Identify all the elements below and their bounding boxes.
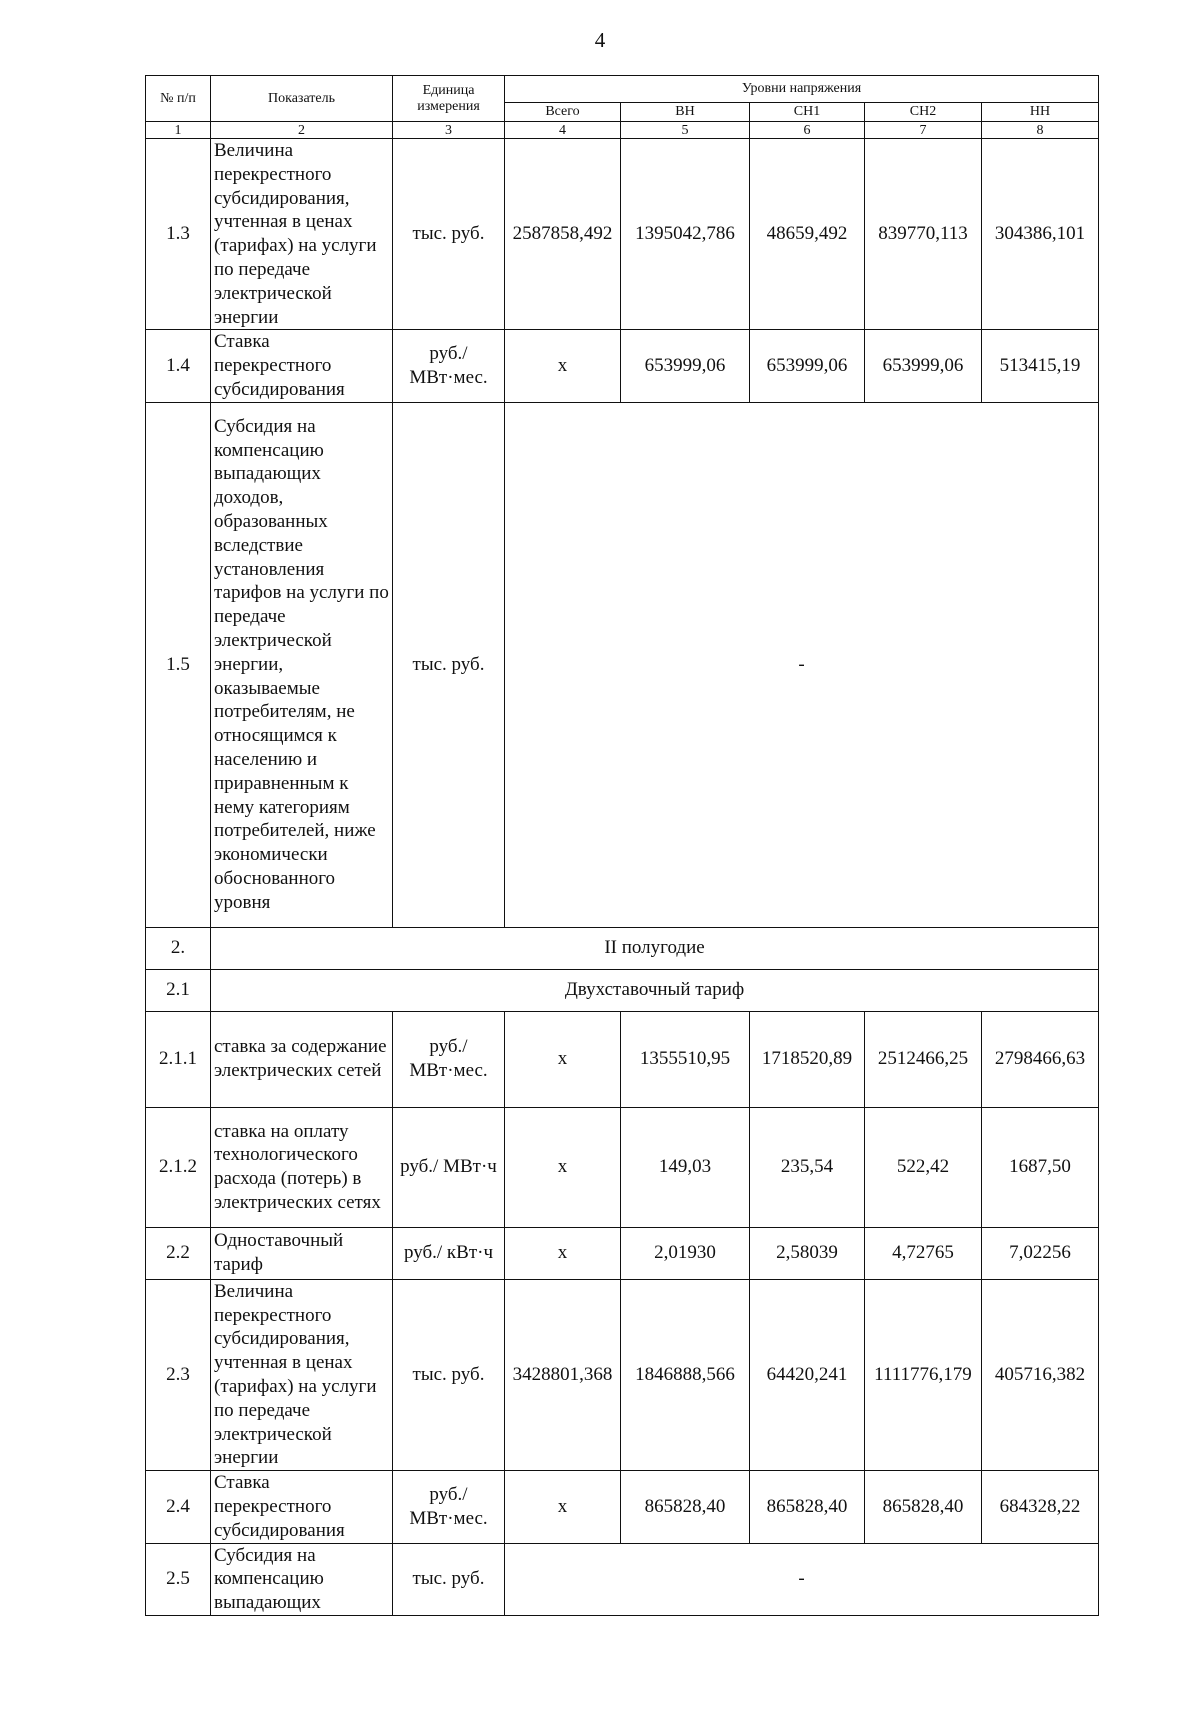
row-indicator: Ставка перекрестного субсидирования <box>211 330 393 402</box>
header-level: ВН <box>621 103 750 122</box>
merged-value-cell: - <box>505 1543 1099 1615</box>
column-number: 3 <box>393 122 505 139</box>
header-level: СН1 <box>750 103 865 122</box>
value-cell: 865828,40 <box>750 1471 865 1543</box>
value-cell: х <box>505 330 621 402</box>
row-indicator: Субсидия на компенсацию выпадающих доходов, образованных вследствие установления тарифов на услуги по передаче электрической энергии, оказываемые потребителям, не относящимся к населению и приравненным к нему категориям потребителей, ниже экономически обоснованного уровня <box>211 402 393 927</box>
column-number: 5 <box>621 122 750 139</box>
value-cell: 1718520,89 <box>750 1011 865 1107</box>
table-row <box>146 402 1099 927</box>
row-number: 1.3 <box>146 139 211 330</box>
header-no: № п/п <box>146 76 211 122</box>
row-unit: тыс. руб. <box>393 1279 505 1470</box>
value-cell: 2,01930 <box>621 1227 750 1279</box>
column-number: 2 <box>211 122 393 139</box>
column-number: 8 <box>982 122 1099 139</box>
column-number: 4 <box>505 122 621 139</box>
table-row <box>146 1107 1099 1227</box>
header-indicator: Показатель <box>211 76 393 122</box>
row-number: 1.4 <box>146 330 211 402</box>
value-cell: 304386,101 <box>982 139 1099 330</box>
value-cell: 839770,113 <box>865 139 982 330</box>
row-unit: руб./ МВт·мес. <box>393 330 505 402</box>
row-number: 2.5 <box>146 1543 211 1615</box>
value-cell: 48659,492 <box>750 139 865 330</box>
value-cell: 653999,06 <box>621 330 750 402</box>
value-cell: 1395042,786 <box>621 139 750 330</box>
header-level: Всего <box>505 103 621 122</box>
row-number: 2.3 <box>146 1279 211 1470</box>
row-indicator: ставка за содержание электрических сетей <box>211 1011 393 1107</box>
value-cell: 2798466,63 <box>982 1011 1099 1107</box>
row-number: 2.2 <box>146 1227 211 1279</box>
row-unit: тыс. руб. <box>393 139 505 330</box>
value-cell: 522,42 <box>865 1107 982 1227</box>
value-cell: 684328,22 <box>982 1471 1099 1543</box>
tariff-table <box>145 75 1099 1616</box>
value-cell: х <box>505 1227 621 1279</box>
value-cell: х <box>505 1011 621 1107</box>
row-indicator: Одноставочный тариф <box>211 1227 393 1279</box>
row-unit: тыс. руб. <box>393 1543 505 1615</box>
value-cell: 405716,382 <box>982 1279 1099 1470</box>
value-cell: 653999,06 <box>750 330 865 402</box>
header-unit: Единица измерения <box>393 76 505 122</box>
header-level: СН2 <box>865 103 982 122</box>
header-row-top <box>146 76 1099 103</box>
section-row <box>146 927 1099 969</box>
column-numbers-row <box>146 122 1099 139</box>
value-cell: 865828,40 <box>865 1471 982 1543</box>
row-unit: руб./ МВт·мес. <box>393 1011 505 1107</box>
row-indicator: Субсидия на компенсацию выпадающих <box>211 1543 393 1615</box>
value-cell: 513415,19 <box>982 330 1099 402</box>
row-number: 2.1.2 <box>146 1107 211 1227</box>
column-number: 7 <box>865 122 982 139</box>
table-row <box>146 1011 1099 1107</box>
value-cell: 4,72765 <box>865 1227 982 1279</box>
column-number: 6 <box>750 122 865 139</box>
table-row <box>146 1543 1099 1615</box>
row-number: 2.4 <box>146 1471 211 1543</box>
value-cell: 7,02256 <box>982 1227 1099 1279</box>
table-row <box>146 1279 1099 1470</box>
value-cell: 1687,50 <box>982 1107 1099 1227</box>
section-row <box>146 969 1099 1011</box>
page-number: 4 <box>594 28 606 52</box>
value-cell: 1355510,95 <box>621 1011 750 1107</box>
value-cell: х <box>505 1107 621 1227</box>
row-unit: руб./ кВт·ч <box>393 1227 505 1279</box>
value-cell: 2,58039 <box>750 1227 865 1279</box>
value-cell: 3428801,368 <box>505 1279 621 1470</box>
value-cell: 653999,06 <box>865 330 982 402</box>
value-cell: 2587858,492 <box>505 139 621 330</box>
header-level: НН <box>982 103 1099 122</box>
header-voltage-levels: Уровни напряжения <box>505 76 1099 103</box>
row-indicator: Величина перекрестного субсидирования, учтенная в ценах (тарифах) на услуги по передаче электрической энергии <box>211 139 393 330</box>
row-number: 1.5 <box>146 402 211 927</box>
row-number: 2.1.1 <box>146 1011 211 1107</box>
value-cell: 149,03 <box>621 1107 750 1227</box>
value-cell: х <box>505 1471 621 1543</box>
value-cell: 2512466,25 <box>865 1011 982 1107</box>
row-number: 2.1 <box>146 969 211 1011</box>
column-number: 1 <box>146 122 211 139</box>
value-cell: 865828,40 <box>621 1471 750 1543</box>
value-cell: 1846888,566 <box>621 1279 750 1470</box>
row-unit: руб./ МВт·мес. <box>393 1471 505 1543</box>
value-cell: 235,54 <box>750 1107 865 1227</box>
row-indicator: Ставка перекрестного субсидирования <box>211 1471 393 1543</box>
section-title: Двухставочный тариф <box>211 969 1099 1011</box>
row-number: 2. <box>146 927 211 969</box>
row-indicator: ставка на оплату технологического расхода (потерь) в электрических сетях <box>211 1107 393 1227</box>
table-row <box>146 330 1099 402</box>
value-cell: 64420,241 <box>750 1279 865 1470</box>
table-row <box>146 1227 1099 1279</box>
merged-value-cell: - <box>505 402 1099 927</box>
section-title: II полугодие <box>211 927 1099 969</box>
value-cell: 1111776,179 <box>865 1279 982 1470</box>
table-row <box>146 139 1099 330</box>
row-unit: тыс. руб. <box>393 402 505 927</box>
row-indicator: Величина перекрестного субсидирования, учтенная в ценах (тарифах) на услуги по передаче электрической энергии <box>211 1279 393 1470</box>
table-row <box>146 1471 1099 1543</box>
row-unit: руб./ МВт·ч <box>393 1107 505 1227</box>
